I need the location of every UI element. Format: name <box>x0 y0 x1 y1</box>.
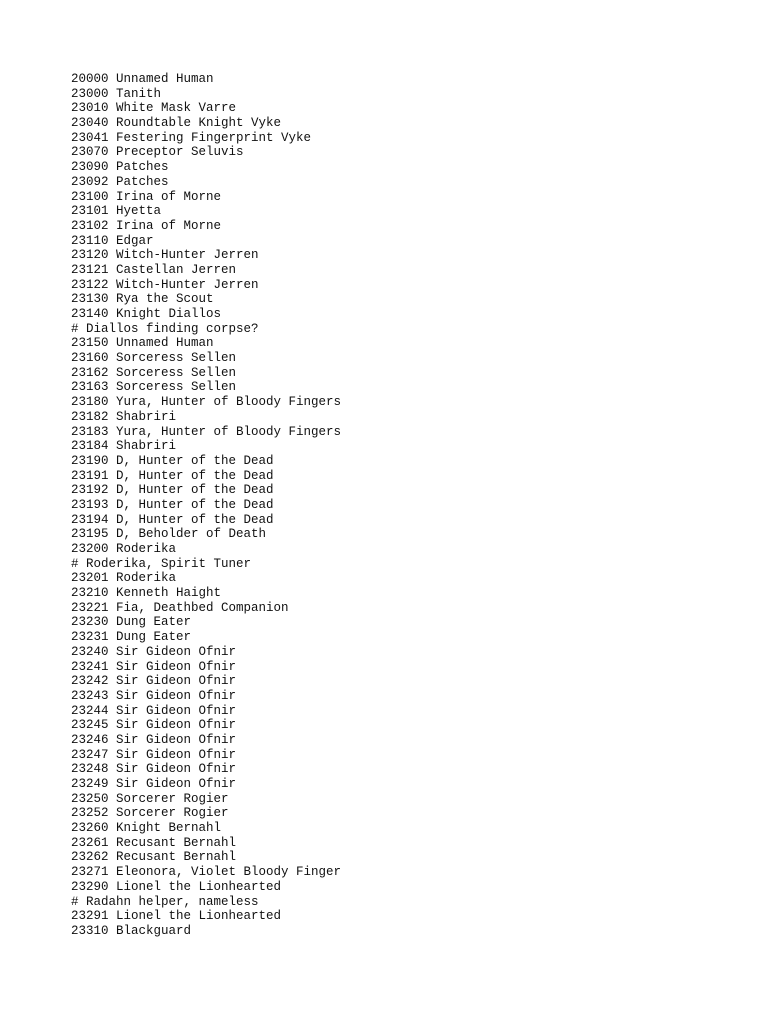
entry-line: 23210 Kenneth Haight <box>71 586 222 601</box>
entry-line: 23290 Lionel the Lionhearted <box>71 879 282 894</box>
entry-line: 23190 D, Hunter of the Dead <box>71 453 274 468</box>
entry-line: 23201 Roderika <box>71 571 177 586</box>
entry-line: 23271 Eleonora, Violet Bloody Finger <box>71 865 342 880</box>
entry-line: 23192 D, Hunter of the Dead <box>71 483 274 498</box>
entry-line: 23250 Sorcerer Rogier <box>71 791 229 806</box>
entry-line: 23246 Sir Gideon Ofnir <box>71 732 237 747</box>
entry-line: 23102 Irina of Morne <box>71 218 222 233</box>
entry-line: 23291 Lionel the Lionhearted <box>71 909 282 924</box>
entry-line: 23041 Festering Fingerprint Vyke <box>71 130 312 145</box>
document-text <box>71 72 341 939</box>
entry-line: 23150 Unnamed Human <box>71 336 214 351</box>
entry-line: 23261 Recusant Bernahl <box>71 835 237 850</box>
entry-line: 20000 Unnamed Human <box>71 72 214 86</box>
entry-line: 23310 Blackguard <box>71 923 192 938</box>
entry-line: 23101 Hyetta <box>71 204 162 219</box>
comment-line: # Diallos finding corpse? <box>71 321 259 336</box>
entry-line: 23243 Sir Gideon Ofnir <box>71 688 237 703</box>
entry-line: 23100 Irina of Morne <box>71 189 222 204</box>
entry-line: 23193 D, Hunter of the Dead <box>71 497 274 512</box>
entry-line: 23247 Sir Gideon Ofnir <box>71 747 237 762</box>
entry-line: 23180 Yura, Hunter of Bloody Fingers <box>71 395 342 410</box>
entry-line: 23241 Sir Gideon Ofnir <box>71 659 237 674</box>
entry-line: 23195 D, Beholder of Death <box>71 527 267 542</box>
entry-line: 23092 Patches <box>71 174 169 189</box>
entry-line: 23121 Castellan Jerren <box>71 262 237 277</box>
entry-line: 23191 D, Hunter of the Dead <box>71 468 274 483</box>
comment-line: # Roderika, Spirit Tuner <box>71 556 252 571</box>
entry-line: 23160 Sorceress Sellen <box>71 351 237 366</box>
comment-line: # Radahn helper, nameless <box>71 894 259 909</box>
entry-line: 23140 Knight Diallos <box>71 307 222 321</box>
entry-line: 23130 Rya the Scout <box>71 292 214 307</box>
entry-line: 23184 Shabriri <box>71 439 177 454</box>
entry-line: 23244 Sir Gideon Ofnir <box>71 703 237 718</box>
entry-line: 23120 Witch-Hunter Jerren <box>71 248 259 263</box>
entry-line: 23010 White Mask Varre <box>71 101 237 116</box>
entry-line: 23182 Shabriri <box>71 409 177 424</box>
entry-line: 23040 Roundtable Knight Vyke <box>71 116 282 131</box>
entry-line: 23194 D, Hunter of the Dead <box>71 512 274 527</box>
entry-line: 23070 Preceptor Seluvis <box>71 145 244 160</box>
entry-line: 23000 Tanith <box>71 86 162 101</box>
entry-line: 23249 Sir Gideon Ofnir <box>71 777 237 791</box>
entry-line: 23248 Sir Gideon Ofnir <box>71 762 237 777</box>
entry-line: 23231 Dung Eater <box>71 630 192 645</box>
entry-line: 23122 Witch-Hunter Jerren <box>71 277 259 292</box>
entry-line: 23110 Edgar <box>71 233 154 248</box>
entry-line: 23230 Dung Eater <box>71 615 192 630</box>
entry-line: 23090 Patches <box>71 160 169 175</box>
entry-line: 23245 Sir Gideon Ofnir <box>71 718 237 733</box>
entry-line: 23260 Knight Bernahl <box>71 821 222 836</box>
entry-line: 23262 Recusant Bernahl <box>71 850 237 865</box>
entry-line: 23200 Roderika <box>71 542 177 556</box>
entry-line: 23240 Sir Gideon Ofnir <box>71 644 237 659</box>
entry-line: 23252 Sorcerer Rogier <box>71 806 229 821</box>
entry-line: 23163 Sorceress Sellen <box>71 380 237 395</box>
entry-line: 23221 Fia, Deathbed Companion <box>71 600 289 615</box>
entry-line: 23183 Yura, Hunter of Bloody Fingers <box>71 424 342 439</box>
entry-line: 23242 Sir Gideon Ofnir <box>71 674 237 689</box>
entry-line: 23162 Sorceress Sellen <box>71 365 237 380</box>
